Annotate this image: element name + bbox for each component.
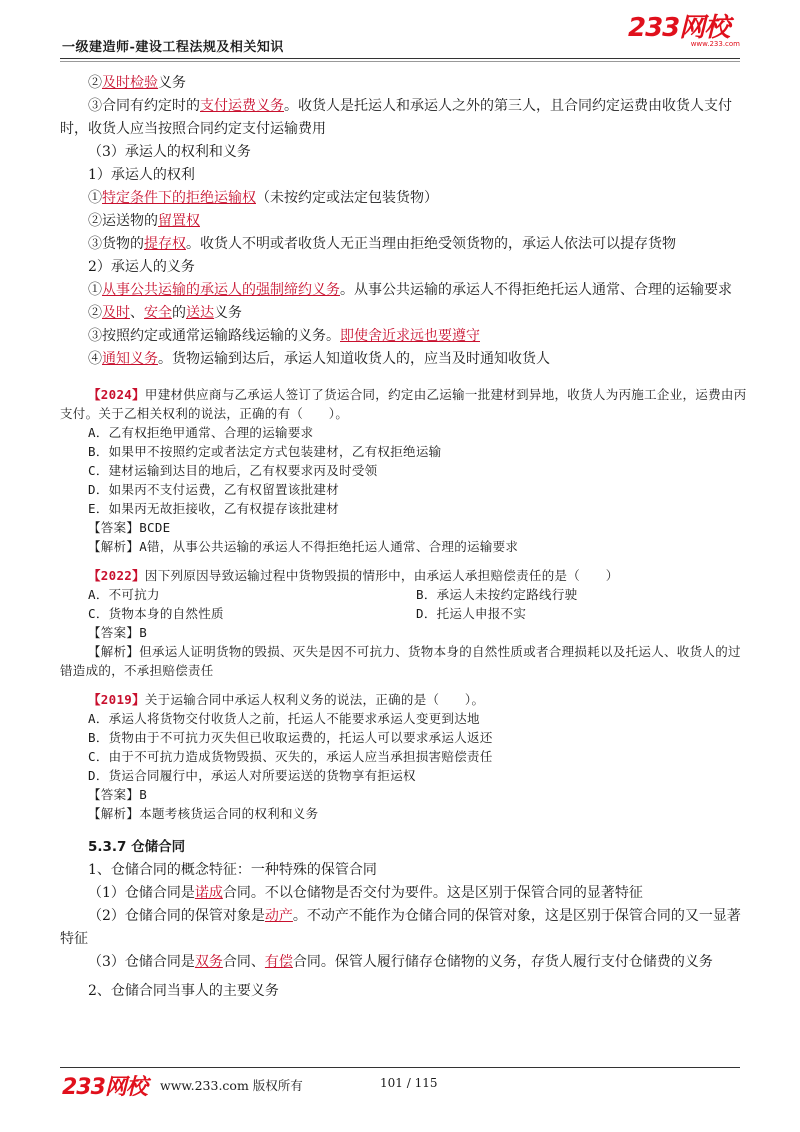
paragraph: 2）承运人的义务 <box>88 259 195 275</box>
highlight: 双务 <box>194 954 223 970</box>
highlight: 及时检验 <box>102 75 158 91</box>
highlight: 通知义务 <box>102 351 158 367</box>
answer: 【答案】B <box>88 787 148 802</box>
highlight: 动产 <box>264 908 293 924</box>
paragraph: （1）仓储合同是诺成合同。不以仓储物是否交付为要件。这是区别于保管合同的显著特征 <box>88 885 643 901</box>
highlight: 提存权 <box>144 236 186 252</box>
question-2022 <box>60 566 748 680</box>
paragraph: ③按照约定或通常运输路线运输的义务。即使舍近求远也要遵守 <box>88 328 480 344</box>
answer: 【答案】B <box>88 625 148 640</box>
option-row <box>60 585 748 604</box>
paragraph: ①从事公共运输的承运人的强制缔约义务。从事公共运输的承运人不得拒绝托运人通常、合理的运输要求 <box>88 282 732 298</box>
highlight: 从事公共运输的承运人的强制缔约义务 <box>102 282 340 298</box>
paragraph: （3）承运人的权利和义务 <box>88 144 251 160</box>
footer-logo: 233网校 <box>62 1075 147 1100</box>
year-tag: 【2019】 <box>88 692 145 707</box>
logo-url: www.233.com <box>690 40 740 48</box>
year-tag: 【2024】 <box>88 387 145 402</box>
analysis: 【解析】但承运人证明货物的毁损、灭失是因不可抗力、货物本身的自然性质或者合理损耗以及托运人、收货人的过错造成的，不承担赔偿责任 <box>60 644 741 678</box>
header-title: 一级建造师-建设工程法规及相关知识 <box>62 40 284 55</box>
option: D．托运人申报不实 <box>416 606 527 621</box>
paragraph: 2、仓储合同当事人的主要义务 <box>88 983 279 999</box>
question-2019 <box>60 690 748 823</box>
page-number: 101 / 115 <box>380 1076 438 1090</box>
option: C．建材运输到达目的地后，乙有权要求丙及时受领 <box>88 463 378 478</box>
paragraph: 1、仓储合同的概念特征：一种特殊的保管合同 <box>88 862 377 878</box>
highlight: 送达 <box>186 305 214 321</box>
question-stem: 【2019】关于运输合同中承运人权利义务的说法，正确的是（ ）。 <box>88 692 485 707</box>
analysis: 【解析】A错，从事公共运输的承运人不得拒绝托运人通常、合理的运输要求 <box>88 539 519 554</box>
option: B．货物由于不可抗力灭失但已收取运费的，托运人可以要求承运人返还 <box>88 730 493 745</box>
question-stem: 【2024】甲建材供应商与乙承运人签订了货运合同，约定由乙运输一批建材到异地，收货人为丙施工企业，运费由丙支付。关于乙相关权利的说法，正确的有（ ）。 <box>60 387 747 421</box>
page-content <box>60 72 748 1003</box>
option: C．由于不可抗力造成货物毁损、灭失的，承运人应当承担损害赔偿责任 <box>88 749 493 764</box>
paragraph: ②及时、安全的送达义务 <box>88 305 242 321</box>
footer-divider <box>60 1067 740 1068</box>
header-divider <box>60 58 740 62</box>
option: D．如果丙不支付运费，乙有权留置该批建材 <box>88 482 340 497</box>
option-row <box>60 604 748 623</box>
paragraph: （2）仓储合同的保管对象是动产。不动产不能作为仓储合同的保管对象，这是区别于保管合同的又一显著特征 <box>60 908 741 947</box>
highlight: 及时 <box>102 305 130 321</box>
option: E．如果丙无故拒接收，乙有权提存该批建材 <box>88 501 340 516</box>
option: B．承运人未按约定路线行驶 <box>416 587 578 602</box>
option: A．承运人将货物交付收货人之前，托运人不能要求承运人变更到达地 <box>88 711 480 726</box>
paragraph: ②及时检验义务 <box>88 75 186 91</box>
logo-text: 233网校 <box>628 13 730 43</box>
option: A．不可抗力 <box>88 587 160 602</box>
brand-logo <box>628 14 740 54</box>
highlight: 有偿 <box>264 954 293 970</box>
paragraph: ③货物的提存权。收货人不明或者收货人无正当理由拒绝受领货物的，承运人依法可以提存货物 <box>88 236 676 252</box>
paragraph: ②运送物的留置权 <box>88 213 200 229</box>
highlight: 诺成 <box>194 885 223 901</box>
highlight: 即使舍近求远也要遵守 <box>340 328 480 344</box>
paragraph: ③合同有约定时的支付运费义务。收货人是托运人和承运人之外的第三人，且合同约定运费由收货人支付时，收货人应当按照合同约定支付运输费用 <box>60 98 732 137</box>
answer: 【答案】BCDE <box>88 520 171 535</box>
footer-site: www.233.com 版权所有 <box>160 1078 303 1093</box>
highlight: 留置权 <box>158 213 200 229</box>
option: A．乙有权拒绝甲通常、合理的运输要求 <box>88 425 314 440</box>
option: D．货运合同履行中，承运人对所要运送的货物享有拒运权 <box>88 768 416 783</box>
highlight: 支付运费义务 <box>200 98 284 114</box>
question-stem: 【2022】因下列原因导致运输过程中货物毁损的情形中，由承运人承担赔偿责任的是（ ） <box>88 568 619 583</box>
paragraph: ①特定条件下的拒绝运输权（未按约定或法定包装货物） <box>88 190 438 206</box>
question-2024 <box>60 385 748 556</box>
paragraph: （3）仓储合同是双务合同、有偿合同。保管人履行储存仓储物的义务，存货人履行支付仓储费的义务 <box>88 954 713 970</box>
year-tag: 【2022】 <box>88 568 145 583</box>
option: B．如果甲不按照约定或者法定方式包装建材，乙有权拒绝运输 <box>88 444 442 459</box>
analysis: 【解析】本题考核货运合同的权利和义务 <box>88 806 319 821</box>
option: C．货物本身的自然性质 <box>88 606 224 621</box>
highlight: 安全 <box>144 305 172 321</box>
highlight: 特定条件下的拒绝运输权 <box>102 190 256 206</box>
section-heading: 5.3.7 仓储合同 <box>88 839 186 855</box>
paragraph: 1）承运人的权利 <box>88 167 195 183</box>
paragraph: ④通知义务。货物运输到达后，承运人知道收货人的，应当及时通知收货人 <box>88 351 550 367</box>
